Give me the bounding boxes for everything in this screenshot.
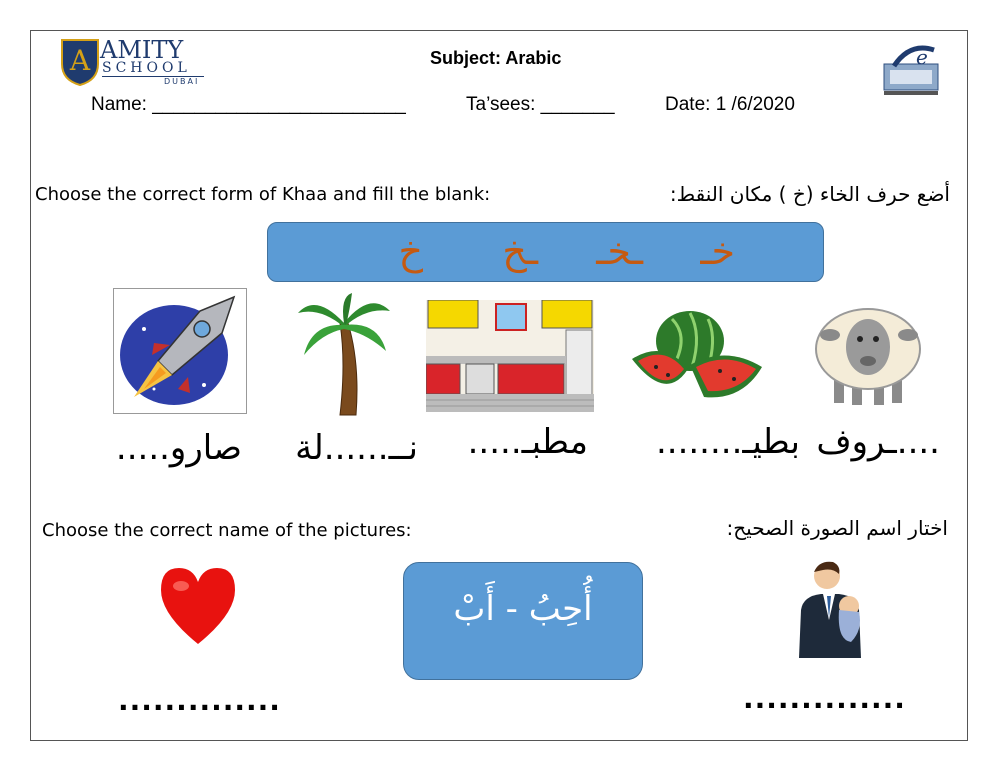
word-nakhla: نــ......لة <box>295 428 418 468</box>
svg-text:A: A <box>69 44 91 77</box>
logo-amity-text: AMITY <box>100 36 184 64</box>
sheep-icon <box>812 295 926 407</box>
letter-form-final: ـخ <box>502 229 538 273</box>
answer-options-text: أُحِبُ - أَبْ <box>453 589 593 629</box>
letter-form-medial: ـخـ <box>596 229 643 273</box>
rocket-icon <box>113 288 247 414</box>
tasees-field[interactable]: Ta’sees: _______ <box>466 94 615 115</box>
word-batikh: بطيـ........ <box>655 422 800 462</box>
instruction-en-2: Choose the correct name of the pictures: <box>42 520 412 541</box>
father-baby-icon <box>793 560 865 658</box>
date-label: Date: 1 /6/2020 <box>665 94 795 115</box>
answer-blank-father[interactable]: .............. <box>743 682 906 715</box>
logo-school-text: SCHOOL <box>102 60 191 76</box>
svg-text:e: e <box>916 45 928 69</box>
word-matbakh: مطبـ..... <box>467 422 588 462</box>
logo-dubai-text: DUBAI <box>164 77 200 86</box>
amity-school-logo <box>60 36 210 88</box>
answer-options-box <box>403 562 643 680</box>
e-learning-logo <box>880 40 942 96</box>
letter-forms-box <box>267 222 824 282</box>
heart-icon <box>157 564 239 646</box>
kitchen-icon <box>426 300 594 412</box>
palm-tree-icon <box>296 293 390 417</box>
letter-form-initial: خـ <box>700 229 735 273</box>
letter-form-isolated: خ <box>398 229 423 273</box>
word-kharouf: ....ـروف <box>816 422 940 462</box>
instruction-ar-2: اختار اسم الصورة الصحيح: <box>726 516 948 540</box>
instruction-ar-1: أضع حرف الخاء (خ ) مكان النقط: <box>669 182 950 206</box>
subject-title: Subject: Arabic <box>430 48 562 68</box>
watermelon-icon <box>630 305 768 403</box>
answer-blank-heart[interactable]: .............. <box>118 684 281 717</box>
instruction-en-1: Choose the correct form of Khaa and fill the blank: <box>35 184 491 205</box>
name-field[interactable]: Name: ________________________ <box>91 94 406 115</box>
word-sarookh: صارو..... <box>115 428 242 468</box>
